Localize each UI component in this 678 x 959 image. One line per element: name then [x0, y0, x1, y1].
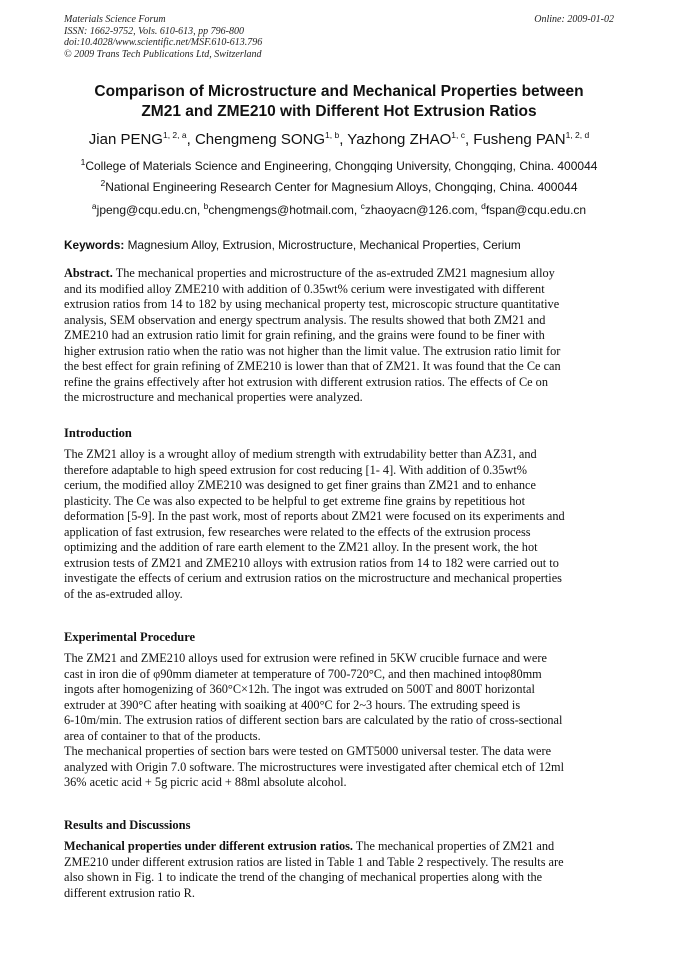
email-link[interactable]: chengmengs@hotmail.com — [208, 203, 354, 217]
author-name: Jian PENG — [88, 131, 163, 148]
subsection-label: Mechanical properties under different extrusion ratios. — [64, 839, 353, 853]
abstract: Abstract. The mechanical properties and microstructure of the as-extruded ZM21 magnesium alloy and its modified alloy ZME210 with addition of 0.35wt% cerium were investigated with different extrusion ratios from 14 to 182 by using mechanical property test, microscopic structure quantitative analysis, SEM observation and energy spectrum analysis. The results showed that both ZM21 and ZME210 had an extrusion ratio limit for grain refining, and the grains were found to be finer with higher extrusion ratio when the ratio was not higher than the limit value. The extrusion ratio limit for the best effect for grain refining of ZME210 is lower than that of ZM21. It was found that the Ce can refine the grains effectively after hot extrusion with different extrusion ratios. The effects of Ce on the microstructure and mechanical properties were analyzed. — [64, 266, 561, 405]
abstract-label: Abstract. — [64, 266, 113, 280]
copyright-line: © 2009 Trans Tech Publications Ltd, Switzerland — [64, 48, 262, 60]
section-heading-introduction: Introduction — [64, 426, 132, 440]
author-name: Chengmeng SONG — [194, 131, 326, 148]
section-heading-experimental: Experimental Procedure — [64, 630, 196, 644]
email-link[interactable]: zhaoyacn@126.com — [364, 203, 475, 217]
email-link[interactable]: jpeng@cqu.edu.cn — [96, 203, 197, 217]
title-line-1: Comparison of Microstructure and Mechanical Properties between — [94, 83, 584, 100]
doi-line[interactable]: doi:10.4028/www.scientific.net/MSF.610-613.796 — [64, 37, 263, 48]
keywords-text: Magnesium Alloy, Extrusion, Microstructure, Mechanical Properties, Cerium — [124, 238, 521, 252]
author-list: Jian PENG$^{1, 2, a}$, Chengmeng SONG$^{1, b}$, Yazhong ZHAO$^{1, c}$, Fusheng PAN$^{1, 2, d}$ — [88, 130, 590, 148]
results-body: Mechanical properties under different extrusion ratios. The mechanical properties of ZM21 and ZME210 under different extrusion ratios are listed in Table 1 and Table 2 respectively. The results are also shown in Fig. 1 to indicate the trend of the changing of mechanical properties along with the different extrusion ratio R. — [64, 839, 564, 900]
online-date: Online: 2009-01-02 — [534, 14, 614, 25]
author-superscript: 1, b — [325, 130, 340, 140]
journal-name: Materials Science Forum — [64, 14, 166, 25]
issn-line: ISSN: 1662-9752, Vols. 610-613, pp 796-800 — [64, 25, 244, 37]
keywords-label: Keywords: — [64, 238, 125, 252]
email-link[interactable]: fspan@cqu.edu.cn — [485, 203, 587, 217]
affiliation-2: $^2$National Engineering Research Center for Magnesium Alloys, Chongqing, China. 400044 — [100, 178, 578, 194]
journal-header — [64, 14, 614, 60]
author-superscript: 1, 2, d — [565, 130, 590, 140]
introduction-body: The ZM21 alloy is a wrought alloy of medium strength with extrudability better than AZ31, and therefore adaptable to high speed extrusion for cost reducing [1- 4]. With addition of 0.35wt% cerium, the modified alloy ZME210 was designed to get finer grains than ZM21 and to enhance plasticity. The Ce was also expected to be helpful to get extreme fine grains by repetitious hot deformation [5-9]. In the past work, most of reports about ZM21 were focused on its experiments and application of fast extrusion, few researches were related to the effects of the extrusion process optimizing and the addition of rare earth element to the ZM21 alloy. In the present work, the hot extrusion tests of ZM21 and ZME210 alloys with extrusion ratios from 14 to 182 were carried out to investigate the effects of cerium and extrusion ratios on the microstructure and mechanical properties of the as-extruded alloy. — [64, 447, 565, 601]
keywords — [64, 238, 614, 252]
section-heading-results: Results and Discussions — [64, 818, 191, 832]
experimental-body: The ZM21 and ZME210 alloys used for extrusion were refined in 5KW crucible furnace and were cast in iron die of φ90mm diameter at temperature of 700-720°C, and then machined intoφ80mm ingots after homogenizing of 360°C×12h. The ingot was extruded on 500T and 800T horizontal extruder at 390°C after heating with soaiking at 400°C for 2~3 hours. The extruding speed is 6-10m/min. The extrusion ratios of different section bars are calculated by the ratio of cross-sectional area of container to that of the products. The mechanical properties of section bars were tested on GMT5000 universal tester. The data were analyzed with Origin 7.0 software. The microstructures were investigated after chemical etch of 12ml 36% acetic acid + 5g picric acid + 88ml absolute alcohol. — [64, 651, 565, 790]
title-line-2: ZM21 and ZME210 with Different Hot Extrusion Ratios — [141, 103, 537, 120]
author-name: Fusheng PAN — [473, 131, 566, 148]
author-emails: $^a$jpeng@cqu.edu.cn, $^b$chengmengs@hotmail.com, $^c$zhaoyacn@126.com, $^d$fspan@cqu.edu.cn — [91, 201, 587, 217]
author-superscript: 1, c — [451, 130, 465, 140]
affiliation-1: $^1$College of Materials Science and Engineering, Chongqing University, Chongqing, China. 400044 — [80, 157, 598, 173]
paper-title — [40, 82, 638, 122]
author-superscript: 1, 2, a — [162, 130, 187, 140]
author-name: Yazhong ZHAO — [347, 131, 452, 148]
